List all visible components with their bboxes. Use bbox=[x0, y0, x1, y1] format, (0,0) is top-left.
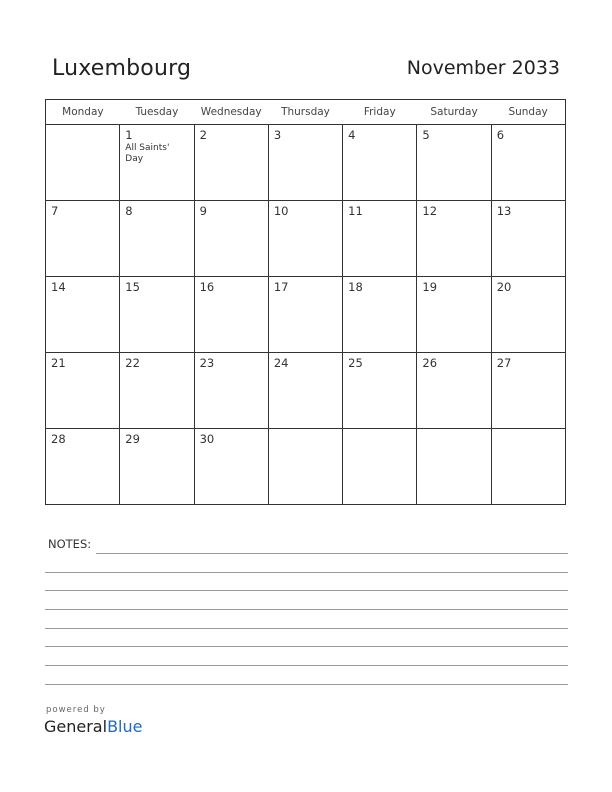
country-title: Luxembourg bbox=[52, 56, 192, 81]
day-number: 14 bbox=[51, 280, 66, 294]
note-line bbox=[45, 684, 568, 685]
day-cell bbox=[268, 353, 342, 429]
week-row bbox=[46, 277, 566, 353]
day-cell bbox=[491, 277, 565, 353]
day-cell bbox=[417, 277, 491, 353]
day-cell bbox=[417, 125, 491, 201]
day-number: 4 bbox=[348, 128, 356, 142]
day-cell bbox=[491, 125, 565, 201]
day-cell bbox=[343, 201, 417, 277]
day-cell bbox=[120, 201, 194, 277]
day-cell bbox=[343, 353, 417, 429]
note-line bbox=[45, 646, 568, 647]
day-number: 16 bbox=[199, 280, 215, 294]
day-number: 15 bbox=[125, 280, 140, 294]
day-number: 3 bbox=[273, 128, 282, 142]
note-line bbox=[45, 572, 568, 573]
day-number: 30 bbox=[199, 432, 215, 446]
day-number: 17 bbox=[273, 280, 289, 294]
powered-by-text: powered by bbox=[46, 705, 106, 715]
calendar-body bbox=[46, 125, 566, 505]
day-cell bbox=[343, 125, 417, 201]
day-number: 11 bbox=[348, 204, 363, 218]
day-number: 9 bbox=[199, 204, 207, 218]
note-line bbox=[96, 553, 568, 554]
day-cell bbox=[120, 125, 194, 201]
day-cell bbox=[417, 429, 491, 505]
day-cell bbox=[194, 125, 268, 201]
day-number: 12 bbox=[422, 204, 438, 218]
day-cell bbox=[194, 277, 268, 353]
week-row bbox=[46, 353, 566, 429]
day-cell bbox=[194, 353, 268, 429]
calendar-grid bbox=[45, 99, 566, 505]
day-cell bbox=[417, 353, 491, 429]
month-year-title: November 2033 bbox=[406, 57, 560, 79]
day-cell bbox=[491, 201, 565, 277]
weekday-header: Thursday bbox=[268, 100, 342, 125]
day-number: 23 bbox=[199, 356, 215, 370]
day-number: 24 bbox=[273, 356, 289, 370]
day-number: 18 bbox=[348, 280, 363, 294]
note-line bbox=[45, 628, 568, 629]
brand-blue: Blue bbox=[107, 717, 143, 736]
week-row bbox=[46, 429, 566, 505]
day-number: 6 bbox=[496, 128, 505, 142]
weekday-header: Monday bbox=[46, 100, 120, 125]
day-cell bbox=[194, 429, 268, 505]
day-cell bbox=[268, 201, 342, 277]
notes-label: NOTES: bbox=[48, 537, 92, 551]
day-number: 7 bbox=[51, 204, 59, 218]
holiday-label: All Saints' Day bbox=[125, 143, 170, 164]
note-line bbox=[45, 590, 568, 591]
day-number: 5 bbox=[422, 128, 430, 142]
day-cell bbox=[268, 277, 342, 353]
week-row bbox=[46, 201, 566, 277]
weekday-header: Tuesday bbox=[120, 100, 194, 125]
day-number: 27 bbox=[496, 356, 512, 370]
note-line bbox=[45, 665, 568, 666]
brand-logo bbox=[44, 717, 142, 736]
day-cell bbox=[46, 429, 120, 505]
weekday-header: Sunday bbox=[491, 100, 565, 125]
day-number: 22 bbox=[125, 356, 140, 370]
week-row bbox=[46, 125, 566, 201]
day-cell bbox=[491, 429, 565, 505]
day-number: 13 bbox=[496, 204, 512, 218]
day-cell bbox=[268, 125, 342, 201]
day-number: 8 bbox=[125, 204, 133, 218]
day-cell bbox=[46, 277, 120, 353]
day-number: 28 bbox=[51, 432, 66, 446]
day-cell bbox=[120, 429, 194, 505]
day-number: 19 bbox=[422, 280, 438, 294]
note-line bbox=[45, 609, 568, 610]
weekday-header: Saturday bbox=[417, 100, 491, 125]
weekday-header: Friday bbox=[343, 100, 417, 125]
day-cell bbox=[343, 277, 417, 353]
day-cell bbox=[343, 429, 417, 505]
day-number: 25 bbox=[348, 356, 363, 370]
day-number: 21 bbox=[51, 356, 66, 370]
day-cell bbox=[46, 201, 120, 277]
weekday-header-row bbox=[46, 100, 566, 125]
day-cell bbox=[46, 125, 120, 201]
day-cell bbox=[46, 353, 120, 429]
day-cell bbox=[417, 201, 491, 277]
day-cell bbox=[194, 201, 268, 277]
day-number: 20 bbox=[496, 280, 512, 294]
day-number: 2 bbox=[199, 128, 207, 142]
day-cell bbox=[268, 429, 342, 505]
weekday-header: Wednesday bbox=[194, 100, 268, 125]
day-cell bbox=[491, 353, 565, 429]
day-number: 26 bbox=[422, 356, 438, 370]
day-number: 29 bbox=[125, 432, 140, 446]
brand-general: General bbox=[44, 717, 108, 736]
day-number: 1 bbox=[125, 128, 133, 142]
day-cell bbox=[120, 277, 194, 353]
day-cell bbox=[120, 353, 194, 429]
day-number: 10 bbox=[273, 204, 289, 218]
